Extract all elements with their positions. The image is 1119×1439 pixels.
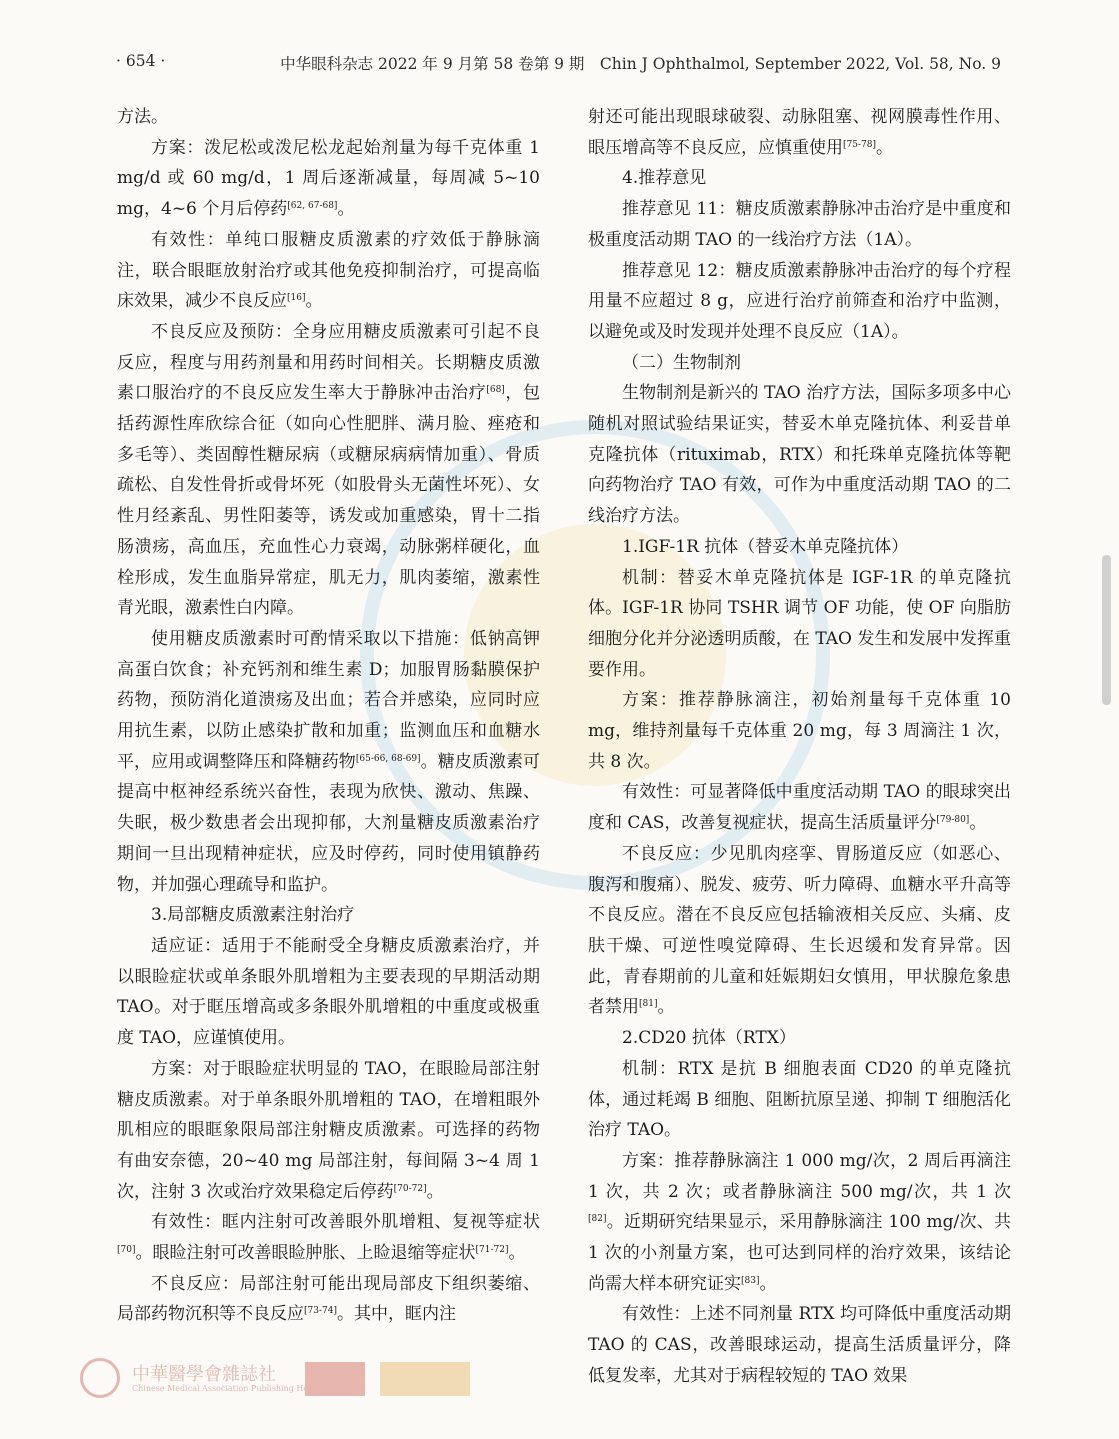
paragraph: 方案：泼尼松或泼尼松龙起始剂量为每千克体重 1 mg/d 或 60 mg/d，1 周后逐渐减量，每周减 5~10 mg，4~6 个月后停药[62, 67-68]。	[117, 137, 541, 220]
section-heading: 1.IGF-1R 抗体（替妥木单克隆抗体）	[622, 536, 909, 557]
paragraph: 方案：推荐静脉滴注 1 000 mg/次，2 周后再滴注 1 次，共 2 次；或者静脉滴注 500 mg/次，共 1 次[82]。近期研究结果显示，采用静脉滴注 100 mg/次、共 1 次的小剂量方案，也可达到同样的治疗效果，该结论尚需大样本研究证实[83]。	[588, 1150, 1011, 1294]
right-column	[588, 102, 1011, 1392]
paragraph: 机制：替妥木单克隆抗体是 IGF-1R 的单克隆抗体。IGF-1R 协同 TSHR 调节 OF 功能，使 OF 向脂肪细胞分化并分泌透明质酸，在 TAO 发生和发展中发挥重要作用。	[588, 567, 1011, 680]
logo-icon	[80, 1358, 120, 1398]
paragraph: 不良反应及预防：全身应用糖皮质激素可引起不良反应，程度与用药剂量和用药时间相关。长期糖皮质激素口服治疗的不良反应发生率大于静脉冲击治疗[68]，包括药源性库欣综合征（如向心性肥胖、满月脸、痤疮和多毛等）、类固醇性糖尿病（或糖尿病病情加重）、骨质疏松、自发性骨折或骨坏死（如股骨头无菌性坏死）、女性月经紊乱、男性阳萎等，诱发或加重感染，胃十二指肠溃疡，高血压，充血性心力衰竭，动脉粥样硬化，血栓形成，发生血脂异常症，肌无力，肌肉萎缩，激素性青光眼，激素性白内障。	[117, 321, 541, 619]
paragraph: 机制：RTX 是抗 B 细胞表面 CD20 的单克隆抗体，通过耗竭 B 细胞、阻断抗原呈递、抑制 T 细胞活化治疗 TAO。	[588, 1058, 1011, 1141]
recommendation: 推荐意见 11：糖皮质激素静脉冲击治疗是中重度和极重度活动期 TAO 的一线治疗方法（1A）。	[588, 199, 1011, 250]
paragraph: 使用糖皮质激素时可酌情采取以下措施：低钠高钾高蛋白饮食；补充钙剂和维生素 D；加服胃肠黏膜保护药物，预防消化道溃疡及出血；若合并感染，应同时应用抗生素，以防止感染扩散和加重；监测血压和血糖水平，应用或调整降压和降糖药物[65-66, 68-69]。糖皮质激素可提高中枢神经系统兴奋性，表现为欣快、激动、焦躁、失眠，极少数患者会出现抑郁，大剂量糖皮质激素治疗期间一旦出现精神症状，应及时停药，同时使用镇静药物，并加强心理疏导和监护。	[117, 628, 541, 895]
recommendation: 推荐意见 12：糖皮质激素静脉冲击治疗的每个疗程用量不应超过 8 g，应进行治疗前筛查和治疗中监测，以避免或及时发现并处理不良反应（1A）。	[588, 260, 1011, 342]
paragraph: 方案：推荐静脉滴注，初始剂量每千克体重 10 mg，维持剂量每千克体重 20 mg，每 3 周滴注 1 次，共 8 次。	[588, 690, 1011, 772]
paragraph: 生物制剂是新兴的 TAO 治疗方法，国际多项多中心随机对照试验结果证实，替妥木单克隆抗体、利妥昔单克隆抗体（rituximab，RTX）和托珠单克隆抗体等靶向药物治疗 TAO 有效，可作为中重度活动期 TAO 的二线治疗方法。	[588, 383, 1011, 527]
logo-block	[305, 1362, 365, 1396]
paragraph: 不良反应：局部注射可能出现局部皮下组织萎缩、局部药物沉积等不良反应[73-74]。其中，眶内注	[117, 1273, 540, 1325]
paragraph: 有效性：眶内注射可改善眼外肌增粗、复视等症状[70]。眼睑注射可改善眼睑肿胀、上睑退缩等症状[71-72]。	[117, 1212, 540, 1264]
section-heading: 4.推荐意见	[622, 168, 707, 189]
paragraph: 有效性：上述不同剂量 RTX 均可降低中重度活动期 TAO 的 CAS，改善眼球运动，提高生活质量评分，降低复发率，尤其对于病程较短的 TAO 效果	[588, 1304, 1011, 1386]
paragraph: 有效性：可显著降低中重度活动期 TAO 的眼球突出度和 CAS，改善复视症状，提高生活质量评分[79-80]。	[588, 782, 1011, 834]
paragraph: 有效性：单纯口服糖皮质激素的疗效低于静脉滴注，联合眼眶放射治疗或其他免疫抑制治疗，可提高临床效果，减少不良反应[16]。	[117, 229, 540, 312]
publisher-name: 中華醫學會雜誌社	[132, 1364, 276, 1385]
journal-citation: 中华眼科杂志 2022 年 9 月第 58 卷第 9 期 Chin J Ophthalmol, September 2022, Vol. 58, No. 9	[280, 55, 1001, 73]
logo-block	[380, 1362, 470, 1396]
paragraph: 射还可能出现眼球破裂、动脉阻塞、视网膜毒性作用、眼压增高等不良反应，应慎重使用[75-78]。	[588, 107, 1011, 158]
paragraph: 方案：对于眼睑症状明显的 TAO，在眼睑局部注射糖皮质激素。对于单条眼外肌增粗的 TAO，在增粗眼外肌相应的眼眶象限局部注射糖皮质激素。可选择的药物有曲安奈德，20~40 mg 局部注射，每间隔 3~4 周 1 次，注射 3 次或治疗效果稳定后停药[70-72]。	[117, 1058, 540, 1202]
publisher-name-en: Chinese Medical Association Publishing House	[132, 1384, 323, 1393]
paragraph: 适应证：适用于不能耐受全身糖皮质激素治疗，并以眼睑症状或单条眼外肌增粗为主要表现的早期活动期 TAO。对于眶压增高或多条眼外肌增粗的中重度或极重度 TAO，应谨慎使用。	[117, 935, 540, 1049]
section-heading: 3.局部糖皮质激素注射治疗	[151, 905, 355, 926]
scrollbar[interactable]	[1102, 555, 1111, 705]
publisher-logo	[80, 1358, 500, 1402]
page-header	[0, 52, 1119, 76]
section-heading: 2.CD20 抗体（RTX）	[622, 1028, 796, 1049]
paragraph: 不良反应：少见肌肉痉挛、胃肠道反应（如恶心、腹泻和腹痛）、脱发、疲劳、听力障碍、血糖水平升高等不良反应。潜在不良反应包括输液相关反应、头痛、皮肤干燥、可逆性嗅觉障碍、生长迟缓和发育异常。因此，青春期前的儿童和妊娠期妇女慎用，甲状腺危象患者禁用[81]。	[588, 843, 1011, 1018]
paragraph: 方法。	[117, 107, 168, 127]
section-heading: （二）生物制剂	[622, 352, 741, 373]
left-column	[117, 102, 540, 1330]
page-number: · 654 ·	[116, 52, 166, 70]
